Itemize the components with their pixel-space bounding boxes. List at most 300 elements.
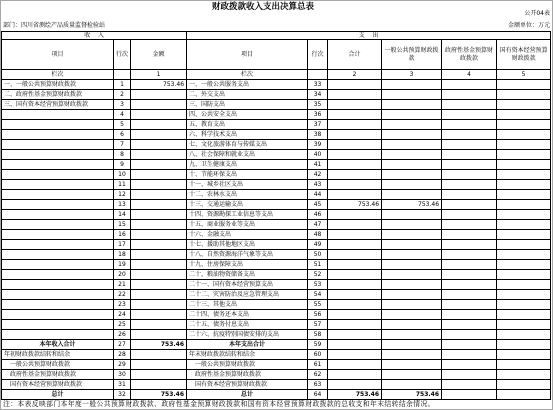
- expense-item-header: 项目: [187, 40, 308, 70]
- income-amount-cell: [131, 220, 187, 230]
- expense-item-cell: 二十二、灾害防治及应急管理支出: [187, 290, 308, 300]
- table-row: [2, 160, 551, 170]
- expense-fund-cell: [442, 180, 497, 190]
- expense-general-cell: [382, 110, 442, 120]
- expense-capital-cell: [497, 390, 551, 400]
- expense-capital-cell: [497, 200, 551, 210]
- expense-section-header: 支 出: [187, 32, 551, 40]
- income-amount-cell: [131, 130, 187, 140]
- expense-total-cell: [328, 160, 382, 170]
- income-line-cell: 19: [114, 260, 131, 270]
- expense-fund-cell: [442, 80, 497, 90]
- expense-general-cell: [382, 350, 442, 360]
- table-row: [2, 150, 551, 160]
- table-row: [2, 170, 551, 180]
- expense-total-cell: [328, 80, 382, 90]
- expense-item-cell: 二十一、国有资本经营预算支出: [187, 280, 308, 290]
- expense-capital-cell: [497, 190, 551, 200]
- expense-item-cell: 七、文化旅游体育与传媒支出: [187, 140, 308, 150]
- expense-fund-cell: [442, 170, 497, 180]
- expense-general-cell: [382, 240, 442, 250]
- income-item-cell: [2, 150, 114, 160]
- expense-capital-cell: [497, 100, 551, 110]
- expense-line-cell: 60: [308, 350, 328, 360]
- income-line-cell: 24: [114, 310, 131, 320]
- income-item-header: 项目: [2, 40, 114, 70]
- table-row: [2, 300, 551, 310]
- income-amount-cell: [131, 360, 187, 370]
- income-line-cell: 32: [114, 390, 131, 400]
- expense-total-cell: [328, 340, 382, 350]
- expense-line-cell: 55: [308, 300, 328, 310]
- expense-capital-cell: [497, 240, 551, 250]
- income-line-cell: 10: [114, 170, 131, 180]
- income-item-cell: 本年收入合计: [2, 340, 114, 350]
- expense-capital-cell: [497, 280, 551, 290]
- table-row: [2, 370, 551, 380]
- table-row: [2, 340, 551, 350]
- income-item-cell: [2, 250, 114, 260]
- expense-line-cell: 38: [308, 130, 328, 140]
- income-amount-index: 1: [131, 70, 187, 80]
- expense-capital-cell: [497, 370, 551, 380]
- column-index-row: [2, 70, 551, 80]
- expense-line-cell: 36: [308, 110, 328, 120]
- income-line-cell: 25: [114, 320, 131, 330]
- expense-item-cell: 十三、交通运输支出: [187, 200, 308, 210]
- income-item-cell: [2, 180, 114, 190]
- income-line-index-cell: [114, 70, 131, 80]
- income-amount-cell: [131, 190, 187, 200]
- table-row: [2, 200, 551, 210]
- expense-total-index: 2: [328, 70, 382, 80]
- income-item-cell: [2, 280, 114, 290]
- expense-total-cell: [328, 300, 382, 310]
- table-row: [2, 110, 551, 120]
- expense-fund-cell: [442, 340, 497, 350]
- expense-general-cell: [382, 380, 442, 390]
- expense-fund-cell: [442, 360, 497, 370]
- income-item-cell: [2, 300, 114, 310]
- expense-general-cell: [382, 230, 442, 240]
- expense-fund-cell: [442, 190, 497, 200]
- expense-total-cell: 753.46: [328, 200, 382, 210]
- expense-total-cell: [328, 380, 382, 390]
- income-amount-cell: [131, 160, 187, 170]
- expense-item-cell: 三、国防支出: [187, 100, 308, 110]
- income-item-cell: 一般公共预算财政拨款: [2, 360, 114, 370]
- expense-total-cell: [328, 280, 382, 290]
- expense-capital-cell: [497, 140, 551, 150]
- column-header-row: [2, 40, 551, 70]
- income-amount-cell: [131, 350, 187, 360]
- income-line-cell: 4: [114, 110, 131, 120]
- expense-total-cell: [328, 360, 382, 370]
- income-item-cell: [2, 270, 114, 280]
- income-line-cell: 28: [114, 350, 131, 360]
- expense-line-cell: 43: [308, 180, 328, 190]
- expense-total-cell: [328, 330, 382, 340]
- expense-fund-cell: [442, 250, 497, 260]
- income-item-cell: [2, 240, 114, 250]
- table-header: [2, 32, 551, 80]
- income-amount-header: 金额: [131, 40, 187, 70]
- table-row: [2, 220, 551, 230]
- expense-line-cell: 58: [308, 330, 328, 340]
- expense-line-header: 行次: [308, 40, 328, 70]
- income-line-cell: 26: [114, 330, 131, 340]
- expense-total-cell: [328, 270, 382, 280]
- expense-general-cell: [382, 120, 442, 130]
- expense-line-cell: 44: [308, 190, 328, 200]
- department-label: 部门：四川省测绘产品质量监督检验站: [3, 22, 106, 29]
- income-item-cell: [2, 140, 114, 150]
- expense-item-cell: 二十五、债务付息支出: [187, 320, 308, 330]
- table-row: [2, 290, 551, 300]
- table-row: [2, 380, 551, 390]
- expense-general-cell: [382, 180, 442, 190]
- expense-fund-cell: [442, 380, 497, 390]
- expense-capital-cell: [497, 90, 551, 100]
- expense-capital-cell: [497, 170, 551, 180]
- expense-general-cell: [382, 310, 442, 320]
- expense-line-cell: 48: [308, 230, 328, 240]
- expense-capital-index: 5: [497, 70, 551, 80]
- expense-fund-cell: [442, 130, 497, 140]
- expense-general-cell: [382, 290, 442, 300]
- expense-fund-cell: [442, 330, 497, 340]
- expense-item-cell: 十四、资源勘探工业信息等支出: [187, 210, 308, 220]
- income-item-cell: 二、政府性基金预算财政拨款: [2, 90, 114, 100]
- expense-total-header: 合计: [328, 40, 382, 70]
- expense-capital-cell: [497, 380, 551, 390]
- expense-fund-cell: [442, 300, 497, 310]
- expense-total-cell: [328, 130, 382, 140]
- expense-fund-cell: [442, 120, 497, 130]
- income-item-cell: [2, 210, 114, 220]
- expense-item-cell: 本年支出合计: [187, 340, 308, 350]
- expense-line-cell: 61: [308, 360, 328, 370]
- expense-line-cell: 64: [308, 390, 328, 400]
- income-section-header: 收 入: [2, 32, 187, 40]
- expense-total-cell: [328, 370, 382, 380]
- expense-fund-cell: [442, 310, 497, 320]
- table-row: [2, 230, 551, 240]
- expense-line-cell: 45: [308, 200, 328, 210]
- income-line-cell: 18: [114, 250, 131, 260]
- expense-fund-cell: [442, 320, 497, 330]
- table-row: [2, 250, 551, 260]
- expense-line-cell: 50: [308, 250, 328, 260]
- expense-fund-cell: [442, 100, 497, 110]
- expense-line-cell: 42: [308, 170, 328, 180]
- expense-total-cell: [328, 310, 382, 320]
- income-amount-cell: [131, 320, 187, 330]
- expense-capital-cell: [497, 310, 551, 320]
- income-item-cell: 一、一般公共预算财政拨款: [2, 80, 114, 90]
- expense-fund-index: 4: [442, 70, 497, 80]
- expense-capital-cell: [497, 220, 551, 230]
- expense-general-cell: [382, 270, 442, 280]
- income-amount-cell: [131, 270, 187, 280]
- expense-general-cell: 753.46: [382, 390, 442, 400]
- income-amount-cell: [131, 100, 187, 110]
- expense-index-label: 栏次: [187, 70, 308, 80]
- expense-item-cell: 十二、农林水支出: [187, 190, 308, 200]
- income-item-cell: [2, 330, 114, 340]
- expense-item-cell: 十九、住房保障支出: [187, 260, 308, 270]
- expense-general-cell: [382, 160, 442, 170]
- income-amount-cell: [131, 370, 187, 380]
- table-row: [2, 330, 551, 340]
- expense-total-cell: [328, 230, 382, 240]
- table-row: [2, 270, 551, 280]
- income-amount-cell: [131, 180, 187, 190]
- expense-total-cell: [328, 140, 382, 150]
- expense-capital-cell: [497, 340, 551, 350]
- income-line-cell: 2: [114, 90, 131, 100]
- expense-line-cell: 41: [308, 160, 328, 170]
- income-amount-cell: [131, 380, 187, 390]
- expense-item-cell: 四、公共安全支出: [187, 110, 308, 120]
- expense-general-cell: [382, 300, 442, 310]
- expense-fund-cell: [442, 230, 497, 240]
- income-index-label: 栏次: [2, 70, 114, 80]
- expense-total-cell: [328, 290, 382, 300]
- income-item-cell: 总计: [2, 390, 114, 400]
- expense-item-cell: 二十六、抗疫特别国债安排的支出: [187, 330, 308, 340]
- income-amount-cell: [131, 310, 187, 320]
- expense-item-cell: 十六、金融支出: [187, 230, 308, 240]
- expense-capital-cell: [497, 300, 551, 310]
- expense-total-cell: [328, 110, 382, 120]
- unit-label: 金额单位：万元: [507, 22, 550, 29]
- income-amount-cell: [131, 290, 187, 300]
- table-row: [2, 190, 551, 200]
- expense-item-cell: 二十三、其他支出: [187, 300, 308, 310]
- income-amount-cell: [131, 260, 187, 270]
- income-amount-cell: [131, 150, 187, 160]
- expense-general-cell: [382, 320, 442, 330]
- expense-item-cell: 年末财政拨款结转和结余: [187, 350, 308, 360]
- expense-general-cell: [382, 210, 442, 220]
- income-item-cell: [2, 130, 114, 140]
- expense-line-cell: 63: [308, 380, 328, 390]
- income-line-cell: 31: [114, 380, 131, 390]
- expense-general-cell: [382, 140, 442, 150]
- expense-line-cell: 40: [308, 150, 328, 160]
- income-amount-cell: [131, 300, 187, 310]
- expense-general-cell: [382, 220, 442, 230]
- expense-item-cell: 五、教育支出: [187, 120, 308, 130]
- expense-fund-cell: [442, 260, 497, 270]
- income-line-cell: 6: [114, 130, 131, 140]
- expense-total-cell: [328, 350, 382, 360]
- expense-general-cell: [382, 190, 442, 200]
- expense-total-cell: [328, 90, 382, 100]
- expense-line-cell: 35: [308, 100, 328, 110]
- income-line-cell: 8: [114, 150, 131, 160]
- income-item-cell: [2, 320, 114, 330]
- income-line-cell: 23: [114, 300, 131, 310]
- expense-line-cell: 54: [308, 290, 328, 300]
- expense-line-cell: 56: [308, 310, 328, 320]
- income-line-cell: 15: [114, 220, 131, 230]
- table-row: [2, 360, 551, 370]
- table-row: [2, 140, 551, 150]
- income-line-cell: 1: [114, 80, 131, 90]
- expense-line-cell: 57: [308, 320, 328, 330]
- income-line-cell: 16: [114, 230, 131, 240]
- income-line-cell: 12: [114, 190, 131, 200]
- expense-line-cell: 52: [308, 270, 328, 280]
- income-amount-cell: [131, 90, 187, 100]
- expense-general-index: 3: [382, 70, 442, 80]
- expense-fund-cell: [442, 240, 497, 250]
- income-item-cell: [2, 170, 114, 180]
- expense-capital-cell: [497, 80, 551, 90]
- expense-total-cell: [328, 180, 382, 190]
- expense-item-cell: 十八、自然资源海洋气象等支出: [187, 250, 308, 260]
- income-line-cell: 29: [114, 360, 131, 370]
- income-item-cell: 年初财政拨款结转和结余: [2, 350, 114, 360]
- expense-fund-cell: [442, 390, 497, 400]
- expense-general-cell: [382, 170, 442, 180]
- expense-general-cell: [382, 90, 442, 100]
- income-item-cell: [2, 230, 114, 240]
- income-item-cell: 国有资本经营预算财政拨款: [2, 380, 114, 390]
- expense-total-cell: [328, 220, 382, 230]
- income-amount-cell: [131, 280, 187, 290]
- expense-item-cell: 政府性基金预算财政拨款: [187, 370, 308, 380]
- income-item-cell: [2, 120, 114, 130]
- fiscal-summary-table: [1, 31, 551, 400]
- expense-line-cell: 59: [308, 340, 328, 350]
- expense-line-cell: 47: [308, 220, 328, 230]
- expense-line-cell: 34: [308, 90, 328, 100]
- expense-item-cell: 二十四、债务还本支出: [187, 310, 308, 320]
- expense-item-cell: 十七、援助其他地区支出: [187, 240, 308, 250]
- expense-capital-cell: [497, 210, 551, 220]
- table-row: [2, 350, 551, 360]
- income-line-cell: 22: [114, 290, 131, 300]
- expense-total-cell: [328, 120, 382, 130]
- income-item-cell: [2, 310, 114, 320]
- income-item-cell: [2, 200, 114, 210]
- table-row: [2, 320, 551, 330]
- expense-fund-cell: [442, 290, 497, 300]
- expense-capital-cell: [497, 350, 551, 360]
- table-row: [2, 80, 551, 90]
- expense-total-cell: 753.46: [328, 390, 382, 400]
- expense-general-cell: [382, 340, 442, 350]
- expense-line-cell: 62: [308, 370, 328, 380]
- expense-capital-cell: [497, 260, 551, 270]
- expense-fund-cell: [442, 280, 497, 290]
- income-amount-cell: [131, 120, 187, 130]
- expense-item-cell: 六、科学技术支出: [187, 130, 308, 140]
- income-line-header: 行次: [114, 40, 131, 70]
- expense-capital-cell: [497, 160, 551, 170]
- expense-general-cell: [382, 280, 442, 290]
- income-amount-cell: [131, 110, 187, 120]
- income-line-cell: 7: [114, 140, 131, 150]
- expense-item-cell: 八、社会保障和就业支出: [187, 150, 308, 160]
- expense-total-cell: [328, 170, 382, 180]
- expense-total-cell: [328, 210, 382, 220]
- income-line-cell: 11: [114, 180, 131, 190]
- expense-item-cell: 一、一般公共服务支出: [187, 80, 308, 90]
- expense-item-cell: 十一、城乡社区支出: [187, 180, 308, 190]
- table-row: [2, 260, 551, 270]
- income-line-cell: 9: [114, 160, 131, 170]
- expense-total-cell: [328, 250, 382, 260]
- expense-item-cell: 一般公共预算财政拨款: [187, 360, 308, 370]
- expense-general-cell: [382, 370, 442, 380]
- income-item-cell: 政府性基金预算财政拨款: [2, 370, 114, 380]
- expense-line-index-cell: [308, 70, 328, 80]
- income-line-cell: 30: [114, 370, 131, 380]
- expense-fund-cell: [442, 200, 497, 210]
- expense-general-cell: [382, 360, 442, 370]
- expense-item-cell: 九、卫生健康支出: [187, 160, 308, 170]
- expense-line-cell: 37: [308, 120, 328, 130]
- income-item-cell: [2, 260, 114, 270]
- expense-line-cell: 49: [308, 240, 328, 250]
- table-row: [2, 210, 551, 220]
- expense-line-cell: 51: [308, 260, 328, 270]
- expense-item-cell: 二十、粮油物资储备支出: [187, 270, 308, 280]
- expense-total-cell: [328, 100, 382, 110]
- expense-total-cell: [328, 260, 382, 270]
- expense-fund-cell: [442, 350, 497, 360]
- expense-general-cell: [382, 150, 442, 160]
- income-line-cell: 5: [114, 120, 131, 130]
- expense-fund-header: 政府性基金预算财政拨款: [442, 40, 497, 70]
- page-title: 财政拨款收入支出决算总表: [211, 2, 314, 12]
- expense-capital-cell: [497, 320, 551, 330]
- income-line-cell: 3: [114, 100, 131, 110]
- expense-general-cell: [382, 100, 442, 110]
- expense-general-header: 一般公共预算财政拨款: [382, 40, 442, 70]
- expense-general-cell: [382, 330, 442, 340]
- expense-fund-cell: [442, 370, 497, 380]
- expense-capital-cell: [497, 110, 551, 120]
- expense-capital-cell: [497, 120, 551, 130]
- income-amount-cell: 753.46: [131, 390, 187, 400]
- income-amount-cell: [131, 230, 187, 240]
- expense-general-cell: [382, 260, 442, 270]
- expense-capital-cell: [497, 290, 551, 300]
- expense-capital-cell: [497, 180, 551, 190]
- income-amount-cell: 753.46: [131, 340, 187, 350]
- table-body: [2, 80, 551, 400]
- expense-general-cell: [382, 250, 442, 260]
- expense-fund-cell: [442, 270, 497, 280]
- income-amount-cell: [131, 240, 187, 250]
- expense-fund-cell: [442, 210, 497, 220]
- expense-fund-cell: [442, 110, 497, 120]
- form-code: 公开04表: [524, 10, 550, 17]
- income-item-cell: [2, 110, 114, 120]
- income-line-cell: 27: [114, 340, 131, 350]
- expense-capital-cell: [497, 250, 551, 260]
- expense-capital-cell: [497, 270, 551, 280]
- table-row: [2, 120, 551, 130]
- expense-total-cell: [328, 240, 382, 250]
- expense-capital-cell: [497, 130, 551, 140]
- table-row: [2, 390, 551, 400]
